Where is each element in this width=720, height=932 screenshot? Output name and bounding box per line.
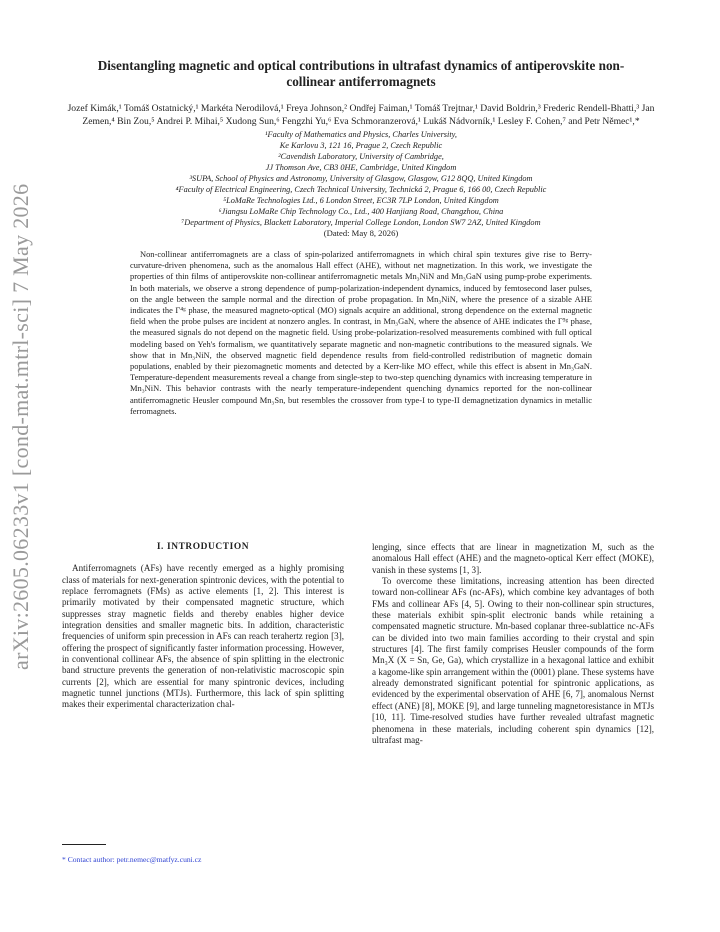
abstract: Non-collinear antiferromagnets are a class of spin-polarized antiferromagnets in which chiral spin textures give rise to Berry-curvature-driven phenomena, such as the anomalous Hall effect (AHE), without net magnetization. In this work, we investigate the properties of thin films of antiperovskite non-collinear antiferromagnetic metals Mn₃NiN and Mn₃GaN using pump-probe experiments. In both materials, we observe a strong dependence of pump-polarization-independent dynamics, induced by femtosecond laser pulses, on the angle between the sample normal and the direction of probe propagation. In Mn₃NiN, where the presence of a sizable AHE indicates the Γ⁴ᵍ phase, the measured magneto-optical (MO) signals acquire an additional, strong dependence on the external magnetic field when the probe pulses are incident at nonzero angles. In contrast, in Mn₃GaN, where the absence of AHE indicates the Γ⁵ᵍ phase, the measured signals do not depend on the magnetic field. Using probe-polarization-resolved measurements combined with full optical modeling based on Yeh's formalism, we quantitatively separate magnetic and non-magnetic contributions to the measured signals. We show that in Mn₃NiN, the observed magnetic field dependence results from field-controlled redistribution of magnetic domain populations, enabled by their piezomagnetic moments and detected by a Kerr-like MO effect, while this effect is absent in Mn₃GaN. Temperature-dependent measurements reveal a change from single-step to two-step quenching dynamics with increasing temperature in Mn₃NiN. This behavior contrasts with the nearly temperature-independent quenching dynamics reported for the non-collinear antiferromagnetic Heusler compound Mn₃Sn, but resembles the crossover from type-I to type-II demagnetization dynamics in metallic ferromagnets. — [130, 249, 592, 416]
affiliation-line: ⁴Faculty of Electrical Engineering, Czech Technical University, Technická 2, Prague 6, 166 00, Czech Republic — [175, 185, 547, 194]
paragraph: Antiferromagnets (AFs) have recently emerged as a highly promising class of materials for next-generation spintronic devices, with the potential to replace ferromagnets (FMs) as active elements [1, 2]. This interest is primarily motivated by their compensated magnetic structure, which suppresses stray magnetic fields and thereby enables higher device integration densities and smaller magnetic bits. In addition, characteristic frequencies of uniform spin precession in AFs can reach terahertz region [3], offering the prospect of significantly faster information processing. However, in conventional collinear AFs, the absence of spin splitting in the electronic band structure prevents the generation of non-relativistic macroscopic spin currents [2], which are essential for many spintronic devices, including magnetic tunnel junctions (MTJs). Furthermore, this lack of spin splitting makes their experimental characterization chal- — [62, 563, 344, 710]
paragraph: lenging, since effects that are linear in magnetization M, such as the anomalous Hall effect (AHE) and the magneto-optical Kerr effect (MOKE), vanish in these systems [1, 3]. — [372, 542, 654, 575]
footnote-rule — [62, 844, 106, 845]
date-line: (Dated: May 8, 2026) — [323, 228, 399, 238]
affiliation-line: ¹Faculty of Mathematics and Physics, Charles University, — [265, 130, 457, 139]
affiliation-line: Ke Karlovu 3, 121 16, Prague 2, Czech Republic — [279, 141, 443, 150]
paper-title: Disentangling magnetic and optical contributions in ultrafast dynamics of antiperovskite non-collinear antiferromagnets — [97, 58, 625, 89]
left-column — [62, 542, 344, 864]
paper-page — [62, 58, 660, 864]
author-list: Jozef Kimák,¹ Tomáš Ostatnický,¹ Markéta Nerodilová,¹ Freya Johnson,² Ondřej Faiman,¹ Tomáš Trejtnar,¹ David Boldrin,³ Frederic Rendell-Bhatti,³ Jan Zemen,⁴ Bin Zou,⁵ Andrei P. Mihai,⁵ Xudong Sun,⁶ Fengzhi Yu,⁶ Eva Schmoranzerová,¹ Lukáš Nádvorník,¹ Lesley F. Cohen,⁷ and Petr Němec¹,* — [67, 103, 655, 127]
section-heading: I. INTRODUCTION — [156, 542, 250, 552]
paragraph: To overcome these limitations, increasing attention has been directed toward non-collinear AFs (nc-AFs), which combine key advantages of both FMs and collinear AFs [4, 5]. Owing to their non-collinear spin structures, these materials exhibit spin-split electronic bands while retaining a compensated magnetic structure. Mn-based coplanar three-sublattice nc-AFs can be divided into two main families according to their crystal and spin structures [4]. The first family comprises Heusler compounds of the form Mn₃X (X = Sn, Ge, Ga), which crystallize in a hexagonal lattice and exhibit a kagome-like spin arrangement within the (0001) plane. These systems have already demonstrated significant potential for spintronic applications, as evidenced by the experimental observation of AHE [6, 7], anomalous Nernst effect (ANE) [8], MOKE [9], and large tunneling magnetoresistance in MTJs [10, 11]. Time-resolved studies have further revealed ultrafast magnetic phenomena in these materials, including coherent spin dynamics [12], ultrafast mag- — [372, 576, 654, 745]
arxiv-identifier: arXiv:2605.06233v1 [cond-mat.mtrl-sci] 7 May 2026 — [8, 183, 33, 670]
affiliation-line: ³SUPA, School of Physics and Astronomy, University of Glasgow, Glasgow, G12 8QQ, United Kingdom — [189, 174, 533, 183]
affiliation-line: ⁶Jiangsu LoMaRe Chip Technology Co., Ltd., 400 Hanjiang Road, Changzhou, China — [218, 207, 504, 216]
affiliation-line: ⁷Department of Physics, Blackett Laboratory, Imperial College London, London SW7 2AZ, United Kingdom — [181, 218, 541, 227]
contact-footnote[interactable]: * Contact author: petr.nemec@matfyz.cuni.cz — [62, 855, 202, 864]
right-column — [372, 542, 654, 746]
affiliation-line: JJ Thomson Ave, CB3 0HE, Cambridge, United Kingdom — [265, 163, 457, 172]
arxiv-sidebar — [0, 183, 44, 700]
affiliation-line: ²Cavendish Laboratory, University of Cambridge, — [278, 152, 444, 161]
affiliation-line: ⁵LoMaRe Technologies Ltd., 6 London Street, EC3R 7LP London, United Kingdom — [223, 196, 499, 205]
affiliation-list — [62, 129, 660, 228]
